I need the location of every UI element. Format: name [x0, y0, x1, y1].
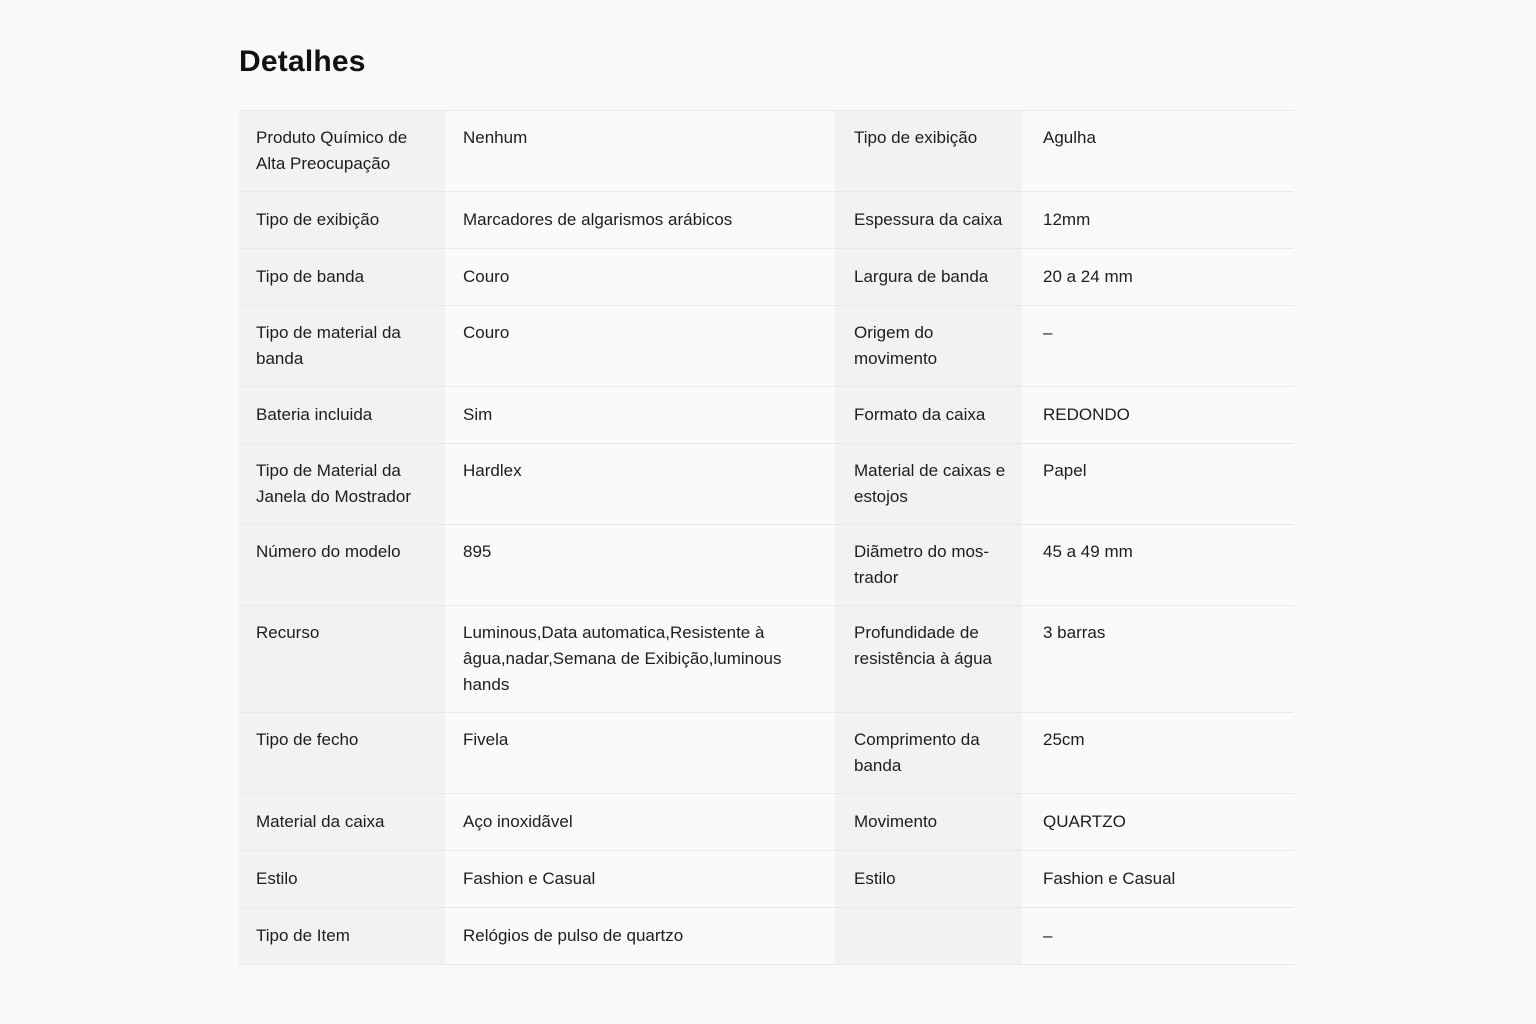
spec-value: Fashion e Casual: [445, 851, 835, 908]
table-row: [239, 713, 1294, 794]
spec-value: Agulha: [1022, 111, 1294, 192]
table-row: [239, 249, 1294, 306]
section-title: Detalhes: [239, 45, 366, 78]
details-section: [239, 40, 1294, 965]
table-row: [239, 111, 1294, 192]
details-table-body: [239, 111, 1294, 965]
table-row: [239, 387, 1294, 444]
spec-value: Luminous,Data automatica,Resistente à âgua,nadar,Semana de Exibição,luminous hands: [445, 606, 835, 713]
spec-label: Diãmetro do mos-trador: [835, 525, 1022, 606]
spec-value: Papel: [1022, 444, 1294, 525]
spec-value: Nenhum: [445, 111, 835, 192]
spec-label: Espessura da caixa: [835, 192, 1022, 249]
table-row: [239, 192, 1294, 249]
spec-label: Tipo de exibição: [835, 111, 1022, 192]
spec-value: 895: [445, 525, 835, 606]
spec-value: Relógios de pulso de quartzo: [445, 908, 835, 965]
table-row: [239, 306, 1294, 387]
spec-value: –: [1022, 306, 1294, 387]
spec-value: Sim: [445, 387, 835, 444]
table-row: [239, 908, 1294, 965]
spec-value: 25cm: [1022, 713, 1294, 794]
spec-value: 45 a 49 mm: [1022, 525, 1294, 606]
spec-value: QUARTZO: [1022, 794, 1294, 851]
spec-label: Tipo de banda: [239, 249, 445, 306]
spec-label: Movimento: [835, 794, 1022, 851]
spec-label: Comprimento da banda: [835, 713, 1022, 794]
spec-label: Tipo de material da banda: [239, 306, 445, 387]
table-row: [239, 606, 1294, 713]
spec-value: 12mm: [1022, 192, 1294, 249]
spec-label: Largura de banda: [835, 249, 1022, 306]
spec-label: Profundidade de resistência à água: [835, 606, 1022, 713]
spec-value: Marcadores de algarismos arábicos: [445, 192, 835, 249]
spec-label: [835, 908, 1022, 965]
spec-label: Tipo de exibição: [239, 192, 445, 249]
spec-value: 3 barras: [1022, 606, 1294, 713]
spec-value: Hardlex: [445, 444, 835, 525]
spec-value: Fivela: [445, 713, 835, 794]
spec-label: Estilo: [239, 851, 445, 908]
spec-value: REDONDO: [1022, 387, 1294, 444]
spec-label: Estilo: [835, 851, 1022, 908]
spec-value: Fashion e Casual: [1022, 851, 1294, 908]
spec-label: Material da caixa: [239, 794, 445, 851]
spec-value: Couro: [445, 306, 835, 387]
spec-value: Couro: [445, 249, 835, 306]
spec-label: Recurso: [239, 606, 445, 713]
spec-label: Bateria incluida: [239, 387, 445, 444]
spec-label: Origem do movimento: [835, 306, 1022, 387]
spec-value: 20 a 24 mm: [1022, 249, 1294, 306]
table-row: [239, 525, 1294, 606]
spec-label: Tipo de fecho: [239, 713, 445, 794]
spec-label: Tipo de Item: [239, 908, 445, 965]
spec-label: Número do modelo: [239, 525, 445, 606]
details-table: [239, 110, 1294, 965]
spec-label: Formato da caixa: [835, 387, 1022, 444]
spec-value: –: [1022, 908, 1294, 965]
spec-label: Tipo de Material da Janela do Mostrador: [239, 444, 445, 525]
table-row: [239, 794, 1294, 851]
table-row: [239, 444, 1294, 525]
spec-label: Produto Químico de Alta Preocupação: [239, 111, 445, 192]
spec-label: Material de caixas e estojos: [835, 444, 1022, 525]
table-row: [239, 851, 1294, 908]
spec-value: Aço inoxidãvel: [445, 794, 835, 851]
